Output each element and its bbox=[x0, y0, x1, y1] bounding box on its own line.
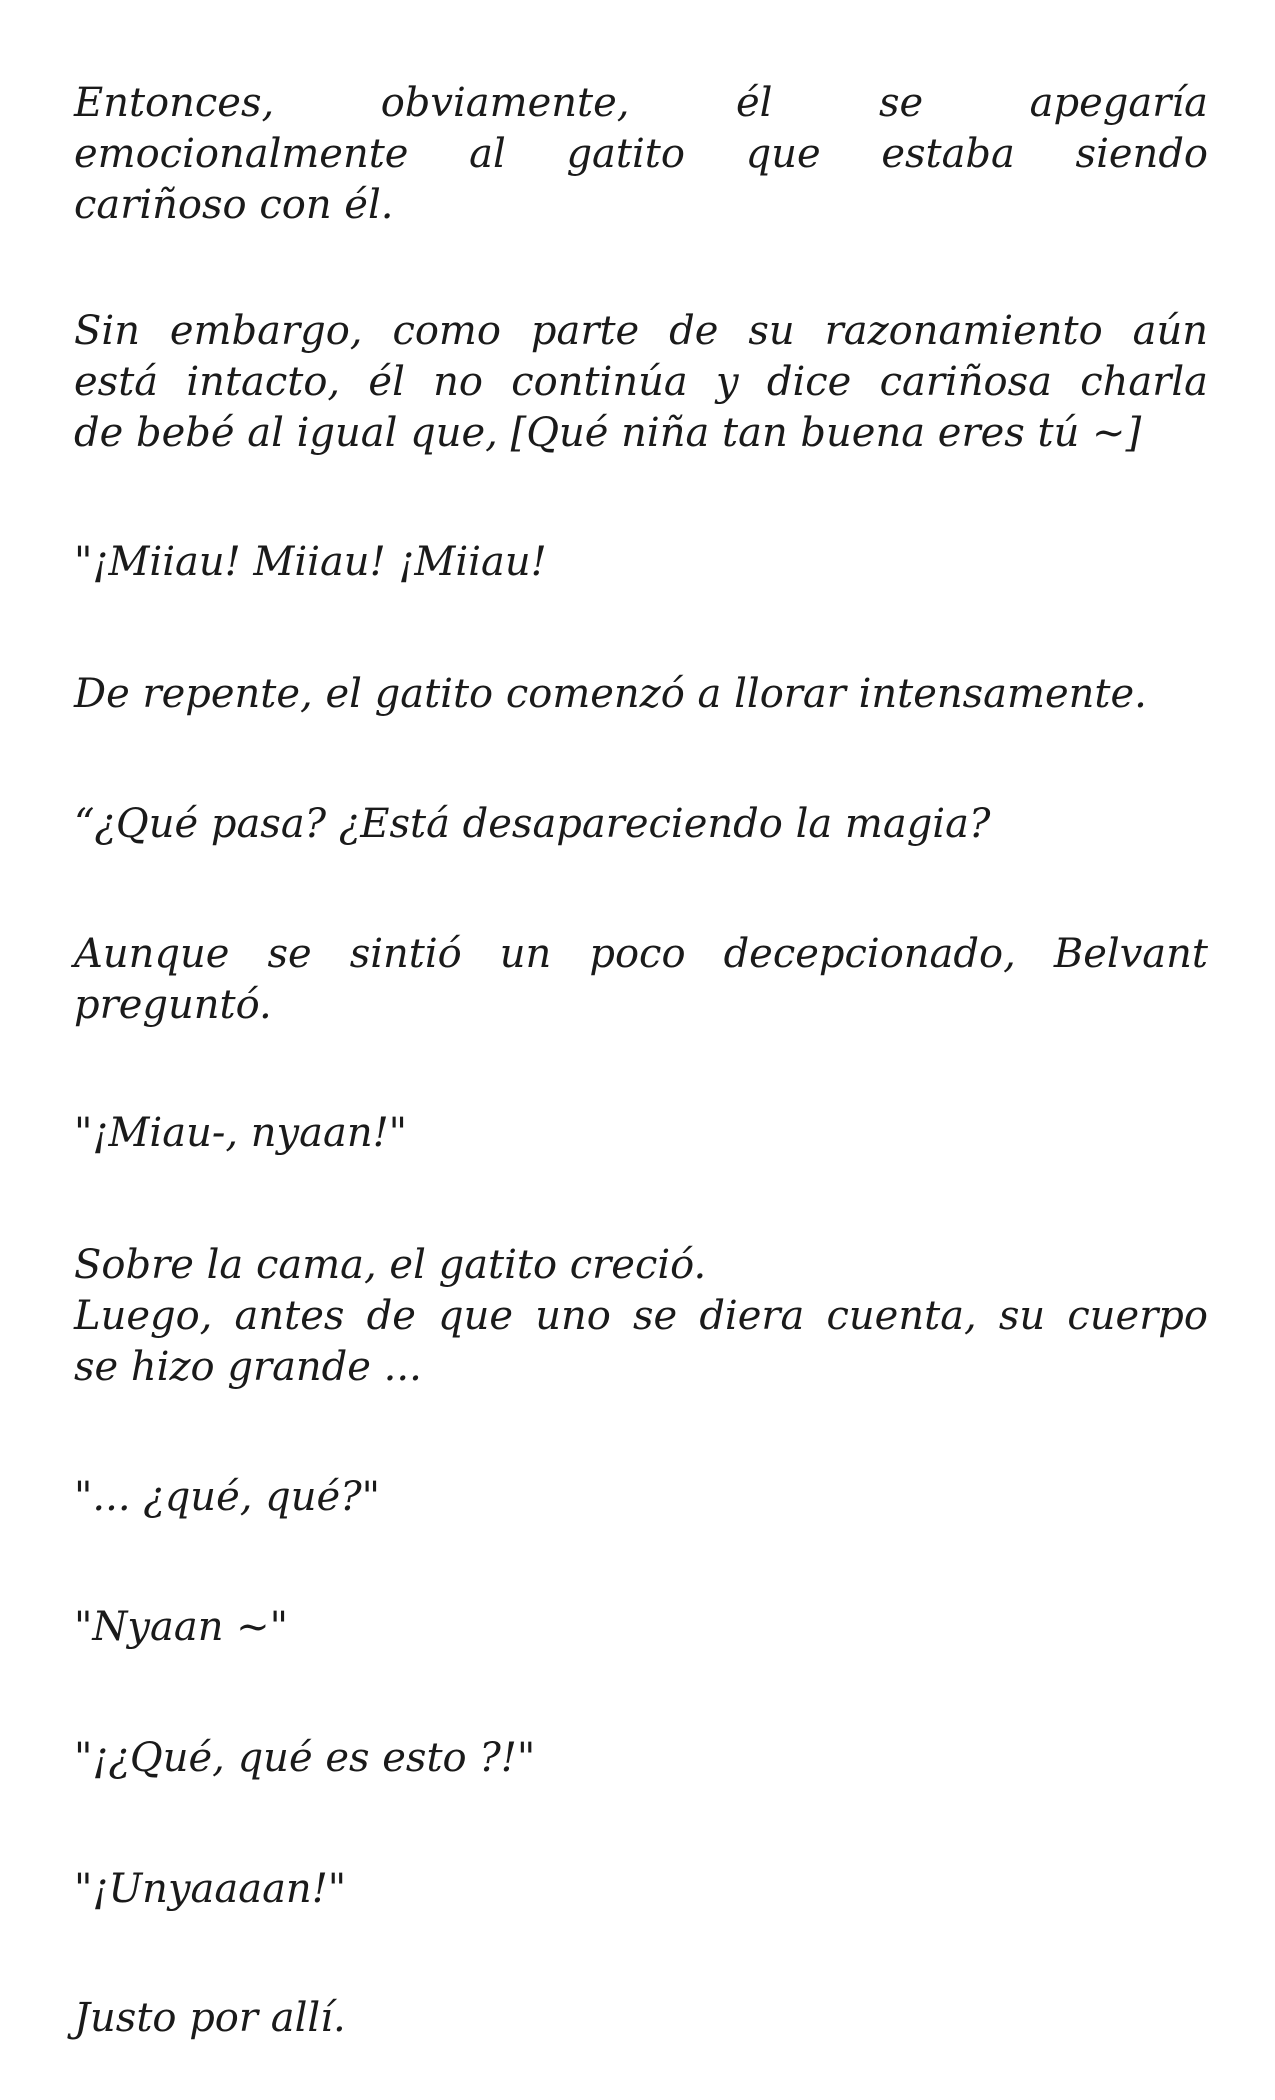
text-line: emocionalmente al gatito que estaba siendo bbox=[74, 131, 1208, 177]
paragraph-3 bbox=[74, 537, 1208, 588]
text-line: Sobre la cama, el gatito creció. bbox=[74, 1242, 707, 1288]
text-line: se hizo grande ... bbox=[74, 1344, 422, 1390]
text-line: preguntó. bbox=[74, 982, 272, 1028]
paragraph-8 bbox=[74, 1240, 1208, 1393]
paragraph-1 bbox=[74, 78, 1208, 231]
paragraph-11 bbox=[74, 1733, 1208, 1784]
text-line: "¡¿Qué, qué es esto ?!" bbox=[74, 1735, 536, 1781]
text-line: "¡Unyaaaan!" bbox=[74, 1866, 347, 1912]
text-line: De repente, el gatito comenzó a llorar intensamente. bbox=[74, 671, 1147, 717]
paragraph-13 bbox=[74, 1993, 1208, 2044]
paragraph-10 bbox=[74, 1602, 1208, 1653]
text-line: "¡Miiau! Miiau! ¡Miiau! bbox=[74, 539, 547, 585]
paragraph-7 bbox=[74, 1108, 1208, 1159]
paragraph-9 bbox=[74, 1472, 1208, 1523]
text-line: Aunque se sintió un poco decepcionado, Belvant bbox=[74, 931, 1208, 977]
text-line: Entonces, obviamente, él se apegaría bbox=[74, 80, 1208, 126]
text-line: de bebé al igual que, [Qué niña tan buena eres tú ~] bbox=[74, 410, 1142, 456]
paragraph-2 bbox=[74, 306, 1208, 459]
text-line: Sin embargo, como parte de su razonamiento aún bbox=[74, 308, 1208, 354]
paragraph-5 bbox=[74, 799, 1208, 850]
paragraph-4 bbox=[74, 669, 1208, 720]
text-line: “¿Qué pasa? ¿Está desapareciendo la magia? bbox=[74, 801, 991, 847]
text-line: "Nyaan ~" bbox=[74, 1604, 289, 1650]
paragraph-12 bbox=[74, 1864, 1208, 1915]
text-line: "¡Miau-, nyaan!" bbox=[74, 1110, 408, 1156]
text-line: Justo por allí. bbox=[74, 1995, 346, 2041]
text-line: está intacto, él no continúa y dice cariñosa charla bbox=[74, 359, 1208, 405]
text-line: "... ¿qué, qué?" bbox=[74, 1474, 381, 1520]
text-line: Luego, antes de que uno se diera cuenta, su cuerpo bbox=[74, 1293, 1208, 1339]
paragraph-6 bbox=[74, 929, 1208, 1031]
text-line: cariñoso con él. bbox=[74, 182, 394, 228]
